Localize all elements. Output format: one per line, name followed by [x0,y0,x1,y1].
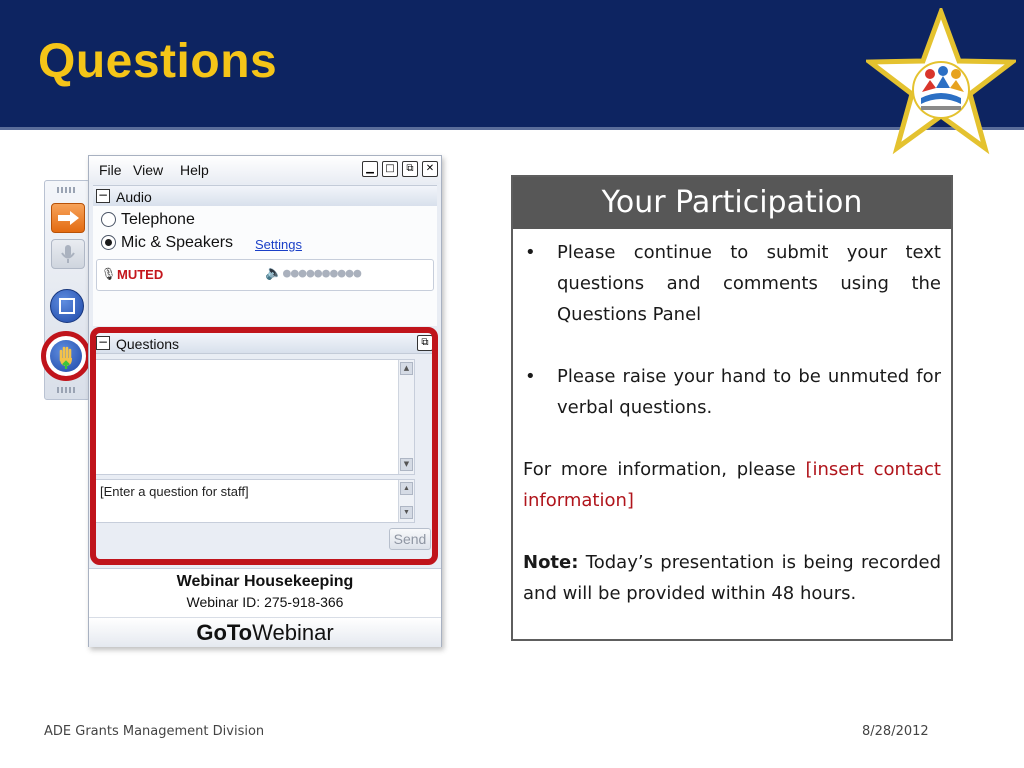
microphone-icon: 🎙 [101,267,117,281]
scroll-down-icon[interactable]: ▼ [400,458,413,471]
audio-pane-title: Audio [116,189,152,205]
bullet-item [523,237,941,330]
participation-body [523,237,941,609]
mic-speakers-radio[interactable] [101,235,116,250]
note [523,547,941,609]
popout-icon[interactable]: ⧉ [417,335,433,351]
menu-help[interactable]: Help [180,162,209,178]
brand-regular: Webinar [252,620,334,645]
raise-hand-button[interactable] [50,340,82,372]
housekeeping-title: Webinar Housekeeping [176,573,354,590]
audio-status [96,259,434,291]
webinar-id: Webinar ID: 275-918-366 [186,594,344,610]
maximize-icon[interactable]: □ [382,161,398,177]
collapse-icon[interactable]: − [97,188,109,202]
questions-pane-highlight [90,327,438,565]
bullet-item [523,361,941,423]
bullet-icon: • [525,366,536,387]
collapse-icon[interactable]: − [97,335,109,349]
microphone-button[interactable] [51,239,85,269]
mic-speakers-label[interactable]: Mic & Speakers [121,234,234,251]
more-info-text: For more information, please [523,459,806,480]
screen-icon [51,290,83,322]
popout-icon[interactable]: ⧉ [402,161,418,177]
slide-title: Questions [38,35,278,88]
muted-status: MUTED [117,267,164,282]
raised-hand-icon [50,340,82,372]
bullet-text: Please raise your hand to be unmuted for verbal questions. [557,366,941,418]
minimize-icon[interactable]: ▁ [362,161,378,177]
participation-box [511,175,953,641]
audio-pane [93,206,437,326]
contact-placeholder: [insert contact information] [523,459,941,511]
microphone-icon [52,240,84,268]
more-info [523,454,941,516]
scroll-up-icon[interactable]: ▲ [400,362,413,375]
question-input-placeholder: [Enter a question for staff] [100,484,249,499]
raise-hand-highlight [41,331,91,381]
gotowebinar-toolbar [44,180,90,400]
bullet-icon: • [525,242,536,263]
footer-division: ADE Grants Management Division [44,724,265,739]
telephone-label[interactable]: Telephone [121,211,195,228]
menu-view[interactable]: View [133,162,164,178]
bullet-text: Please continue to submit your text questions and comments using the Questions Panel [557,242,941,325]
housekeeping-panel [89,568,441,646]
participation-header: Your Participation [513,177,951,229]
arizona-department-of-education-star-logo [866,8,1016,156]
speaker-icon: 🔈 [265,265,283,281]
screen-share-button[interactable] [50,289,84,323]
send-button[interactable]: Send [389,528,431,550]
brand-bold: GoTo [196,620,253,645]
audio-settings-link[interactable]: Settings [255,237,302,252]
telephone-radio[interactable] [101,212,116,227]
footer-date: 8/28/2012 [862,724,929,739]
scroll-down-icon[interactable]: ▼ [400,506,413,519]
menu-file[interactable]: File [99,162,122,178]
note-text: Today’s presentation is being recorded and will be provided within 48 hours. [523,552,941,604]
toolbar-grip-bottom[interactable] [57,387,77,393]
menu-bar [89,156,441,184]
gotowebinar-logo [89,617,441,647]
show-panel-button[interactable] [51,203,85,233]
close-icon[interactable]: ✕ [422,161,438,177]
questions-pane-title: Questions [116,336,180,352]
scroll-up-icon[interactable]: ▲ [400,482,413,495]
audio-pane-header[interactable] [93,185,437,207]
arrow-right-icon [52,204,84,232]
volume-meter: ●●●●●●●●●● [283,266,362,281]
toolbar-grip-top[interactable] [57,187,77,193]
note-label: Note: [523,552,579,573]
